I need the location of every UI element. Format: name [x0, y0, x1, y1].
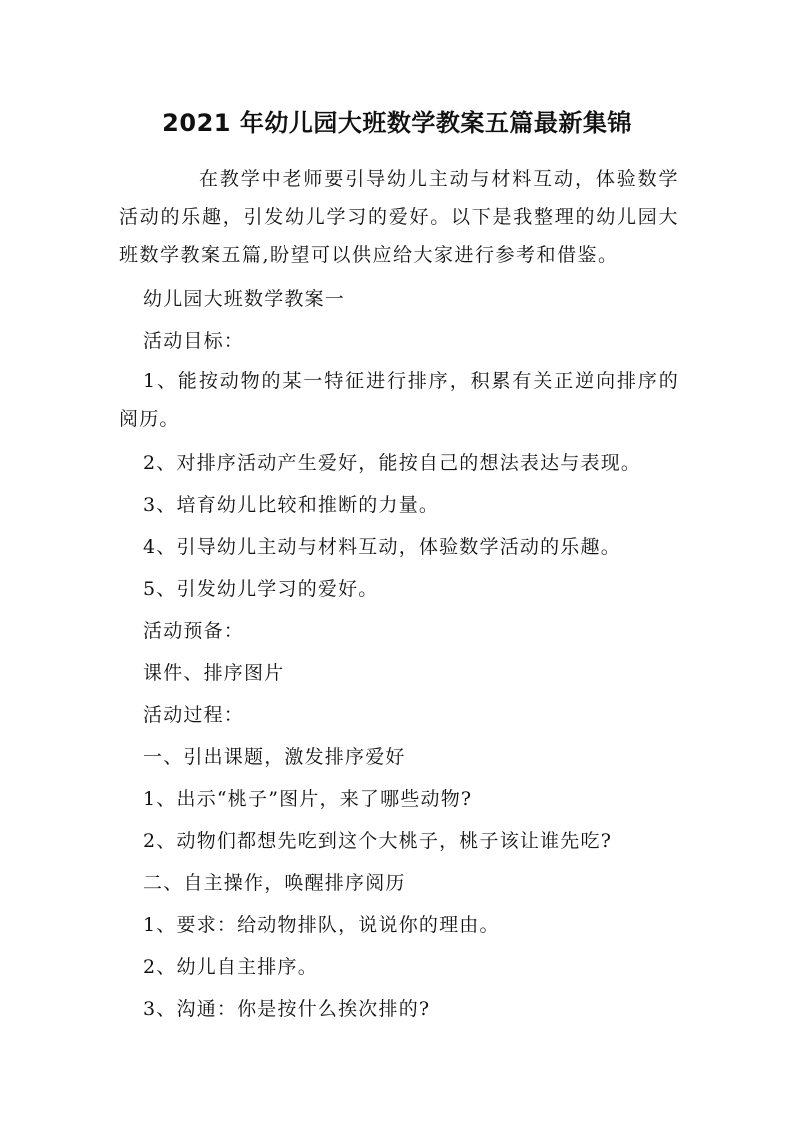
goal-item: 4、引导幼儿主动与材料互动，体验数学活动的乐趣。 — [143, 536, 621, 558]
section-heading: 幼儿园大班数学教案一 — [143, 288, 346, 310]
process-item: 2、幼儿自主排序。 — [143, 956, 318, 978]
goal-item: 1、能按动物的某一特征进行排序，积累有关正逆向排序的阅历。 — [119, 370, 679, 430]
goal-item: 3、培育幼儿比较和推断的力量。 — [143, 494, 440, 516]
goal-item: 5、引发幼儿学习的爱好。 — [143, 578, 379, 600]
process-item: 1、要求：给动物排队，说说你的理由。 — [143, 914, 500, 936]
subheading-goals: 活动目标： — [143, 330, 245, 352]
document-body — [119, 278, 679, 1030]
goal-item: 2、对排序活动产生爱好，能按自己的想法表达与表现。 — [143, 452, 642, 474]
preparation-text: 课件、排序图片 — [143, 662, 285, 684]
process-step: 二、自主操作，唤醒排序阅历 — [143, 872, 406, 894]
process-item: 3、沟通：你是按什么挨次排的? — [143, 998, 431, 1020]
process-item: 2、动物们都想先吃到这个大桃子，桃子该让谁先吃? — [143, 830, 613, 852]
document-title: 2021 年幼儿园大班数学教案五篇最新集锦 — [162, 109, 632, 137]
subheading-preparation: 活动预备： — [143, 620, 245, 642]
process-item: 1、出示“桃子”图片，来了哪些动物? — [143, 788, 473, 810]
intro-paragraph: 在教学中老师要引导幼儿主动与材料互动，体验数学活动的乐趣，引发幼儿学习的爱好。以下是我整理的幼儿园大班数学教案五篇,盼望可以供应给大家进行参考和借鉴。 — [119, 168, 679, 266]
subheading-process: 活动过程： — [143, 704, 245, 726]
process-step: 一、引出课题，激发排序爱好 — [143, 746, 406, 768]
